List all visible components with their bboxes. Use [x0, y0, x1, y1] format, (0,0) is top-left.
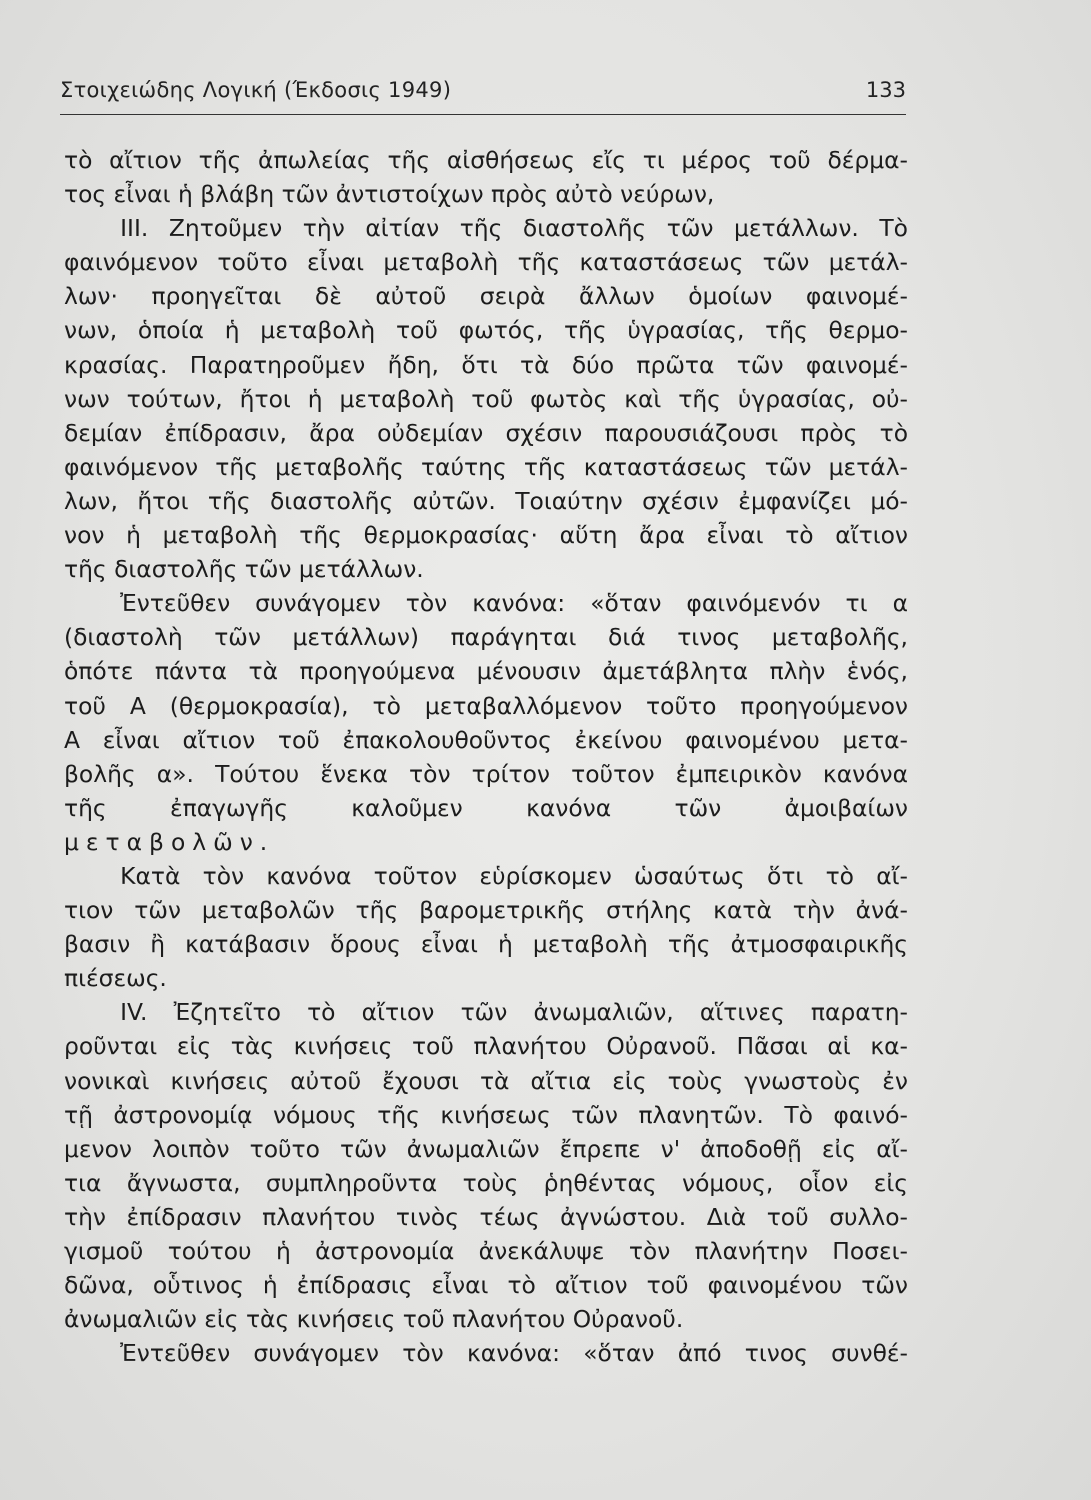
text-line: μενον λοιπὸν τοῦτο τῶν ἀνωμαλιῶν ἔπρεπε ν' ἀποδοθῇ εἰς αἴ- — [64, 1134, 908, 1163]
text-line: ἀνωμαλιῶν εἰς τὰς κινήσεις τοῦ πλανήτου Οὐρανοῦ. — [64, 1305, 684, 1334]
text-line: τος εἶναι ἡ βλάβη τῶν ἀντιστοίχων πρὸς αὐτὸ νεύρων, — [64, 180, 715, 209]
text-line: IV. Ἐζητεῖτο τὸ αἴτιον τῶν ἀνωμαλιῶν, αἵτινες παρατη- — [120, 998, 908, 1027]
body-text — [64, 143, 908, 1370]
text-line: βολῆς α». Τούτου ἕνεκα τὸν τρίτον τοῦτον ἐμπειρικὸν κανόνα — [64, 759, 908, 788]
text-line: ὁπότε πάντα τὰ προηγούμενα μένουσιν ἀμετάβλητα πλὴν ἑνός, — [64, 657, 908, 686]
text-line: φαινόμενον τοῦτο εἶναι μεταβολὴ τῆς καταστάσεως τῶν μετάλ- — [64, 248, 908, 277]
text-line: τῆς ἐπαγωγῆς καλοῦμεν κανόνα τῶν ἀμοιβαίων — [64, 793, 908, 822]
text-line: δεμίαν ἐπίδρασιν, ἄρα οὐδεμίαν σχέσιν παρουσιάζουσι πρὸς τὸ — [64, 418, 908, 447]
text-line: τοῦ Α (θερμοκρασία), τὸ μεταβαλλόμενον τοῦτο προηγούμενον — [64, 691, 908, 720]
text-line: Ἐντεῦθεν συνάγομεν τὸν κανόνα: «ὅταν ἀπό τινος συνθέ- — [120, 1339, 908, 1368]
text-line: κρασίας. Παρατηροῦμεν ἤδη, ὅτι τὰ δύο πρῶτα τῶν φαινομέ- — [64, 350, 908, 379]
page-number: 133 — [865, 78, 906, 102]
text-line: φαινόμενον τῆς μεταβολῆς ταύτης τῆς καταστάσεως τῶν μετάλ- — [64, 452, 908, 481]
text-line: πιέσεως. — [64, 964, 167, 993]
text-line: τὴν ἐπίδρασιν πλανήτου τινὸς τέως ἀγνώστου. Διὰ τοῦ συλλο- — [64, 1202, 908, 1231]
text-line: τια ἄγνωστα, συμπληροῦντα τοὺς ῥηθέντας νόμους, οἷον εἰς — [64, 1168, 908, 1197]
text-line: νονικαὶ κινήσεις αὐτοῦ ἔχουσι τὰ αἴτια εἰς τοὺς γνωστοὺς ἐν — [64, 1066, 908, 1095]
text-line: III. Ζητοῦμεν τὴν αἰτίαν τῆς διαστολῆς τῶν μετάλλων. Τὸ — [120, 214, 908, 243]
text-line: μεταβολῶν. — [64, 827, 275, 856]
text-line: τὸ αἴτιον τῆς ἀπωλείας τῆς αἰσθήσεως εἴς τι μέρος τοῦ δέρμα- — [64, 146, 908, 174]
header-rule — [60, 114, 906, 115]
text-line: (διαστολὴ τῶν μετάλλων) παράγηται διά τινος μεταβολῆς, — [64, 623, 908, 652]
text-line: δῶνα, οὗτινος ἡ ἐπίδρασις εἶναι τὸ αἴτιον τοῦ φαινομένου τῶν — [64, 1271, 908, 1300]
text-line: νον ἡ μεταβολὴ τῆς θερμοκρασίας· αὕτη ἄρα εἶναι τὸ αἴτιον — [64, 521, 908, 550]
text-line: λων, ἤτοι τῆς διαστολῆς αὐτῶν. Τοιαύτην σχέσιν ἐμφανίζει μό- — [64, 486, 908, 515]
text-line: λων· προηγεῖται δὲ αὐτοῦ σειρὰ ἄλλων ὁμοίων φαινομέ- — [64, 282, 908, 311]
text-line: Ἐντεῦθεν συνάγομεν τὸν κανόνα: «ὅταν φαινόμενόν τι α — [120, 589, 908, 618]
text-line: τιον τῶν μεταβολῶν τῆς βαρομετρικῆς στήλης κατὰ τὴν ἀνά- — [64, 896, 908, 925]
text-line: βασιν ἢ κατάβασιν ὅρους εἶναι ἡ μεταβολὴ τῆς ἀτμοσφαιρικῆς — [64, 930, 908, 959]
running-header-title: Στοιχειώδης Λογική (Έκδοσις 1949) — [60, 78, 452, 102]
text-line: ροῦνται εἰς τὰς κινήσεις τοῦ πλανήτου Οὐρανοῦ. Πᾶσαι αἱ κα- — [64, 1032, 908, 1061]
text-line: γισμοῦ τούτου ἡ ἀστρονομία ἀνεκάλυψε τὸν πλανήτην Ποσει- — [64, 1237, 908, 1265]
text-line: Α εἶναι αἴτιον τοῦ ἐπακολουθοῦντος ἐκείνου φαινομένου μετα- — [64, 725, 908, 754]
text-line: Κατὰ τὸν κανόνα τοῦτον εὑρίσκομεν ὡσαύτως ὅτι τὸ αἴ- — [120, 861, 908, 890]
running-header — [60, 78, 906, 110]
text-line: νων τούτων, ἤτοι ἡ μεταβολὴ τοῦ φωτὸς καὶ τῆς ὑγρασίας, οὐ- — [64, 384, 908, 413]
text-line: νων, ὁποία ἡ μεταβολὴ τοῦ φωτός, τῆς ὑγρασίας, τῆς θερμο- — [64, 316, 908, 345]
text-line: τῇ ἀστρονομίᾳ νόμους τῆς κινήσεως τῶν πλανητῶν. Τὸ φαινό- — [64, 1100, 908, 1129]
text-line: τῆς διαστολῆς τῶν μετάλλων. — [64, 555, 424, 584]
